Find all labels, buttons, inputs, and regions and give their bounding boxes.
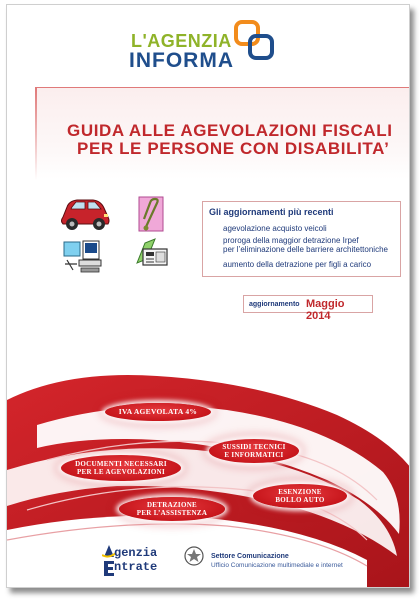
- car-icon: [59, 195, 111, 238]
- update-date-label: aggiornamento: [249, 301, 300, 308]
- topic-iva-agevolata: [105, 403, 211, 421]
- update-item: per l’eliminazione delle barriere architettoniche: [223, 245, 388, 254]
- update-item: aumento della detrazione per figli a carico: [223, 260, 372, 269]
- footer-sector: Settore Comunicazione: [211, 553, 289, 560]
- topic-sussidi-tecnici: [209, 439, 299, 463]
- update-date-box: [243, 295, 373, 322]
- page-title-line1: GUIDA ALLE AGEVOLAZIONI FISCALI: [67, 121, 393, 140]
- update-date-value: Maggio 2014: [306, 298, 345, 322]
- topic-label: PER LE AGEVOLAZIONI: [76, 468, 166, 476]
- update-item: proroga della maggior detrazione Irpef: [223, 236, 359, 245]
- agency-name-line2: ntrate: [114, 560, 158, 574]
- logo-rings-icon: [233, 19, 277, 65]
- topic-label: SUSSIDI TECNICI: [222, 443, 286, 451]
- topic-label: E INFORMATICI: [224, 451, 284, 459]
- update-item: agevolazione acquisto veicoli: [223, 224, 327, 233]
- topic-label: IVA AGEVOLATA 4%: [118, 407, 198, 416]
- agenzia-informa-logo: [125, 19, 285, 75]
- topic-detrazione-assistenza: [119, 497, 225, 521]
- agency-name-line1: genzia: [114, 546, 158, 560]
- italian-republic-emblem-icon: [183, 544, 205, 568]
- topic-label: DETRAZIONE: [146, 501, 198, 509]
- fax-icon: [135, 237, 171, 274]
- guide-cover-page: [6, 4, 410, 588]
- page-title-line2: PER LE PERSONE CON DISABILITA’: [77, 139, 390, 158]
- agenzia-entrate-logo: [102, 543, 182, 579]
- updates-heading: Gli aggiornamenti più recenti: [209, 207, 334, 217]
- footer-department: [211, 553, 343, 569]
- logo-line2: INFORMA: [129, 49, 234, 72]
- topic-label: PER L’ASSISTENZA: [136, 509, 208, 517]
- topic-esenzione-bollo: [253, 484, 347, 508]
- computer-icon: [63, 240, 103, 279]
- recent-updates-box: [202, 201, 401, 277]
- topic-label: DOCUMENTI NECESSARI: [75, 460, 167, 468]
- logo-line1: L'AGENZIA: [131, 31, 232, 51]
- topic-label: BOLLO AUTO: [275, 496, 325, 504]
- topic-label: ESENZIONE: [278, 488, 322, 496]
- footer-office: Ufficio Comunicazione multimediale e internet: [211, 562, 343, 569]
- topic-documenti-necessari: [61, 455, 181, 481]
- paperclip-icon: [137, 195, 167, 240]
